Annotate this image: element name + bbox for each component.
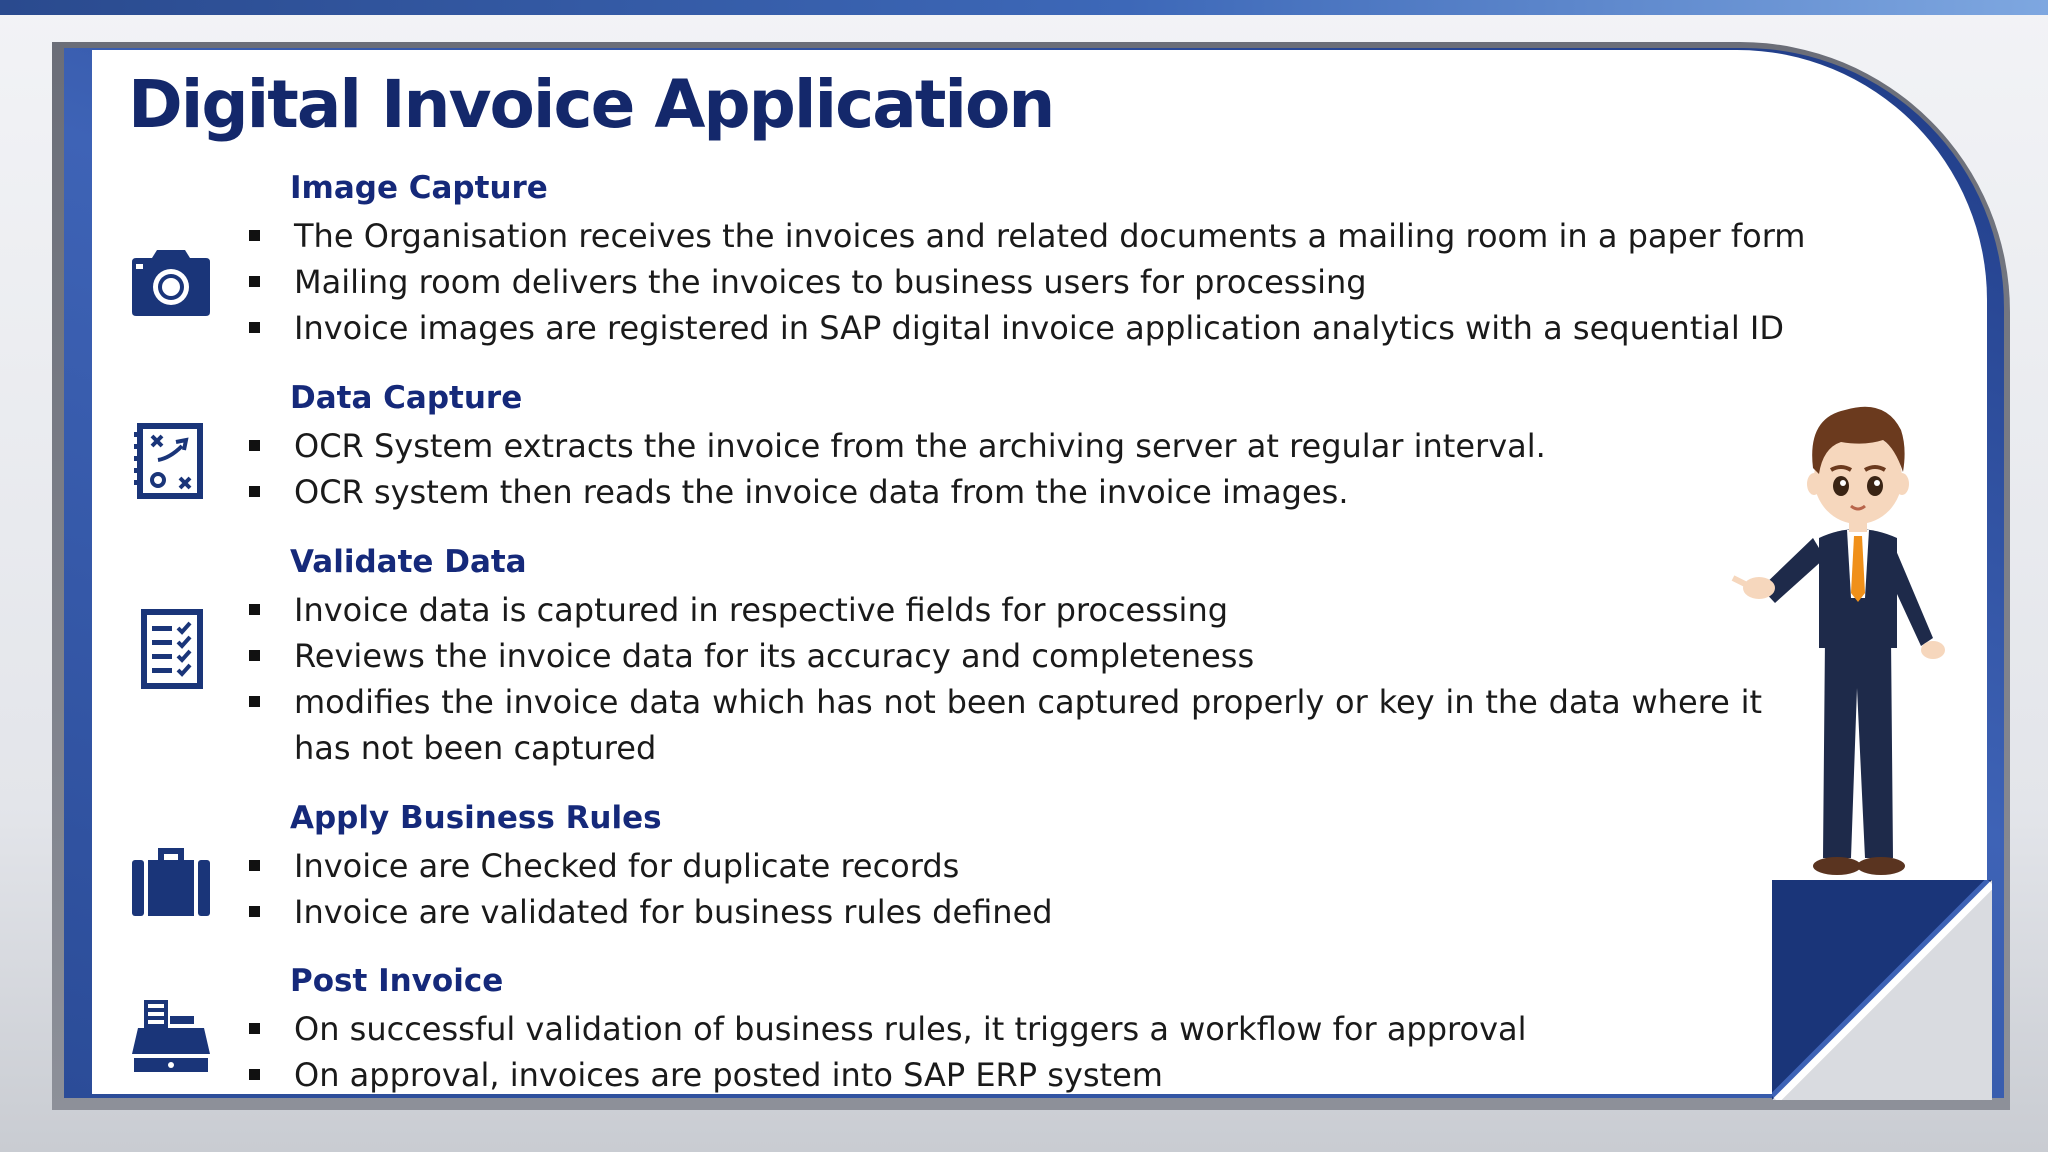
list-item: The Organisation receives the invoices and related documents a mailing room in a paper form	[242, 213, 1762, 259]
list-item: Invoice images are registered in SAP digital invoice application analytics with a sequential ID	[242, 305, 1762, 351]
bullet-list-data-capture	[242, 423, 1762, 515]
page-curl-corner	[1772, 880, 1992, 1100]
section-heading-apply-business-rules: Apply Business Rules	[290, 800, 662, 836]
top-accent-bar	[0, 0, 2048, 15]
slide-title: Digital Invoice Application	[128, 66, 1054, 143]
list-item: Invoice data is captured in respective fields for processing	[242, 587, 1762, 633]
list-item: On approval, invoices are posted into SAP ERP system	[242, 1052, 1762, 1098]
bullet-list-image-capture	[242, 213, 1806, 351]
bullet-list-post-invoice	[242, 1006, 1762, 1098]
list-item: OCR system then reads the invoice data from the invoice images.	[242, 469, 1762, 515]
camera-icon	[130, 246, 212, 328]
list-item: On successful validation of business rules, it triggers a workflow for approval	[242, 1006, 1762, 1052]
section-heading-data-capture: Data Capture	[290, 380, 523, 416]
list-item: Invoice are validated for business rules defined	[242, 889, 1762, 935]
section-heading-post-invoice: Post Invoice	[290, 963, 504, 999]
businessman-illustration	[1715, 388, 1995, 886]
checklist-icon	[130, 608, 212, 690]
list-item: OCR System extracts the invoice from the archiving server at regular interval.	[242, 423, 1762, 469]
bullet-list-validate-data	[242, 587, 1762, 771]
section-heading-validate-data: Validate Data	[290, 544, 527, 580]
briefcase-icon	[130, 842, 212, 924]
section-heading-image-capture: Image Capture	[290, 170, 548, 206]
strategy-board-icon	[130, 420, 212, 502]
bullet-list-apply-business-rules	[242, 843, 1762, 935]
list-item: Invoice are Checked for duplicate records	[242, 843, 1762, 889]
list-item: Reviews the invoice data for its accuracy and completeness	[242, 633, 1762, 679]
cash-register-icon	[130, 996, 212, 1078]
list-item: Mailing room delivers the invoices to business users for processing	[242, 259, 1762, 305]
list-item: modifies the invoice data which has not been captured properly or key in the data where it has not been captured	[242, 679, 1762, 771]
